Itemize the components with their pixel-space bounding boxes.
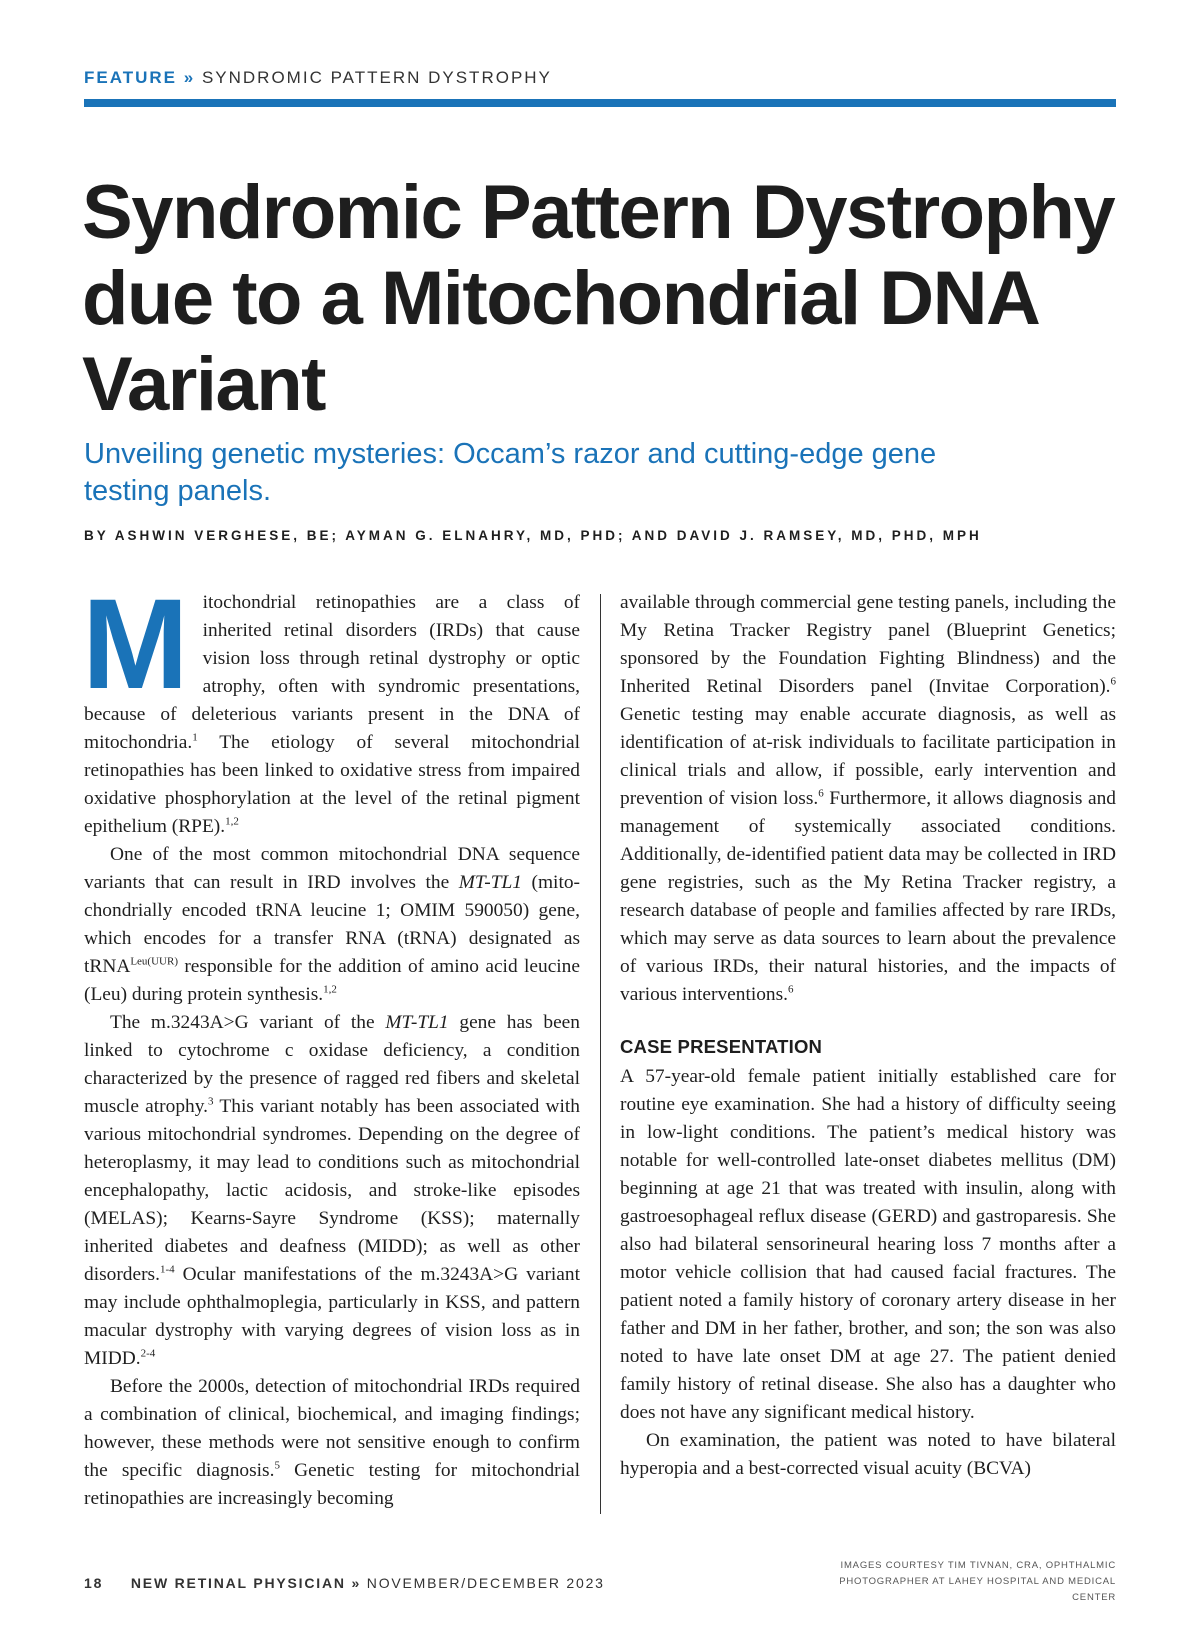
- page-footer: [84, 1575, 605, 1591]
- header-rule: [84, 99, 1116, 107]
- citation: 1,2: [225, 815, 239, 828]
- citation: 1,2: [323, 983, 337, 996]
- paragraph: A 57-year-old female patient initially established care for routine eye examination. She had a history of difficulty seeing in low-light conditions. The patient’s medical history was notable for well-controlled late-onset diabetes mellitus (DM) beginning at age 21 that was treated with insulin, along with gastroesophageal reflux disease (GERD) and gastroparesis. She also had bilateral sensorineural hearing loss 7 months after a motor vehicle collision that had caused facial fractures. The patient noted a family history of coronary artery disease in her father and DM in her father, brother, and son; the son was also noted to have late onset DM at age 27. The patient denied family history of retinal disease. She also has a daughter who does not have any significant medical history.: [620, 1066, 1116, 1423]
- paragraph: The m.3243A>G variant of the MT-TL1 gene has been linked to cytochrome c oxidase deficiency, a condition characterized by the presence of ragged red fibers and skeletal muscle atrophy.$^3$ This variant notably has been associated with various mitochondrial syndromes. Depending on the degree of heteroplasmy, it may lead to conditions such as mitochondrial encephalopathy, lactic acidosis, and stroke-like episodes (MELAS); Kearns-Sayre Syndrome (KSS); maternally inherited diabetes and deafness (MIDD); as well as other disorders.$^{1-4}$ Ocular manifestations of the m.3243A>G variant may include ophthalmoplegia, particularly in KSS, and pattern macular dystrophy with varying degrees of vision loss as in MIDD.$^{2-4}$: [84, 1012, 580, 1369]
- paragraph: One of the most common mitochondrial DNA sequence variants that can result in IRD involves the MT-TL1 (mitochondrially encoded tRNA leucine 1; OMIM 590050) gene, which encodes for a transfer RNA (tRNA) designated as tRNA$^{Leu(UUR)}$ responsible for the addition of amino acid leucine (Leu) during protein synthesis.$^{1,2}$: [84, 844, 580, 1005]
- section-topic: SYNDROMIC PATTERN DYSTROPHY: [201, 68, 552, 87]
- gene-name: MT-TL1: [458, 872, 522, 893]
- left-column: [82, 573, 581, 1513]
- column-divider: [600, 594, 601, 1514]
- citation: 6: [1110, 675, 1116, 688]
- paragraph: Before the 2000s, detection of mitochondrial IRDs required a combination of clinical, biochemical, and imaging findings; however, these methods were not sensitive enough to confirm the specific diagnosis.$^5$ Genetic testing for mitochondrial retinopathies are increasingly becoming: [84, 1376, 581, 1509]
- image-credit: IMAGES COURTESY TIM TIVNAN, CRA, OPHTHALMIC PHOTOGRAPHER AT LAHEY HOSPITAL AND MEDICAL CENTER: [839, 1560, 1116, 1603]
- section-label: FEATURE: [84, 68, 178, 87]
- article-subtitle: Unveiling genetic mysteries: Occam’s razor and cutting-edge gene testing panels.: [84, 438, 937, 507]
- citation: 3: [208, 1095, 214, 1108]
- article-byline: BY ASHWIN VERGHESE, BE; AYMAN G. ELNAHRY, MD, PHD; AND DAVID J. RAMSEY, MD, PHD, MPH: [84, 528, 982, 543]
- magazine-name: NEW RETINAL PHYSICIAN: [130, 1575, 346, 1591]
- page-number: 18: [84, 1575, 104, 1591]
- citation: 2-4: [140, 1347, 156, 1360]
- paragraph: On examination, the patient was noted to have bilateral hyperopia and a best-corrected visual acuity (BCVA): [620, 1430, 1116, 1479]
- right-column: [620, 589, 1116, 1483]
- gene-name: MT-TL1: [385, 1012, 449, 1033]
- superscript: Leu(UUR): [130, 955, 178, 968]
- citation: 6: [818, 787, 824, 800]
- drop-cap: M: [82, 573, 189, 716]
- header-separator: »: [183, 68, 196, 87]
- paragraph: Mitochondrial retinopathies are a class of inherited retinal disorders (IRDs) that cause vision loss through retinal dystrophy or optic atrophy, often with syndromic presentations, because of deleterious variants present in the DNA of mitochondria.$^1$ The etiology of several mitochondrial retinopathies has been linked to oxidative stress from impaired oxidative phosphorylation at the level of the retinal pigment epithelium (RPE).$^{1,2}$: [82, 573, 580, 837]
- section-header: [84, 68, 552, 88]
- citation: 6: [788, 983, 794, 996]
- issue-date: NOVEMBER/DECEMBER 2023: [366, 1575, 605, 1591]
- citation: 5: [274, 1459, 280, 1472]
- article-title: Syndromic Pattern Dystrophy due to a Mitochondrial DNA Variant: [82, 170, 1115, 427]
- footer-separator: »: [351, 1575, 362, 1591]
- citation: 1: [192, 731, 198, 744]
- paragraph: available through commercial gene testing panels, including the My Retina Tracker Registry panel (Blueprint Genetics; sponsored by the Foundation Fighting Blindness) and the Inherited Retinal Disorders panel (Invitae Corporation).$^6$ Genetic testing may enable accurate diagnosis, as well as identification of at-risk individuals to facilitate participation in clinical trials and allow, if possible, early intervention and prevention of vision loss.$^6$ Furthermore, it allows diagnosis and management of systemically associated conditions. Additionally, de-identified patient data may be collected in IRD gene registries, such as the My Retina Tracker registry, a research database of people and families affected by rare IRDs, which may serve as data sources to learn about the prevalence of various IRDs, their natural histories, and the impacts of various interventions.$^6$: [620, 592, 1116, 1005]
- citation: 1-4: [159, 1263, 175, 1276]
- section-heading: CASE PRESENTATION: [620, 1036, 823, 1057]
